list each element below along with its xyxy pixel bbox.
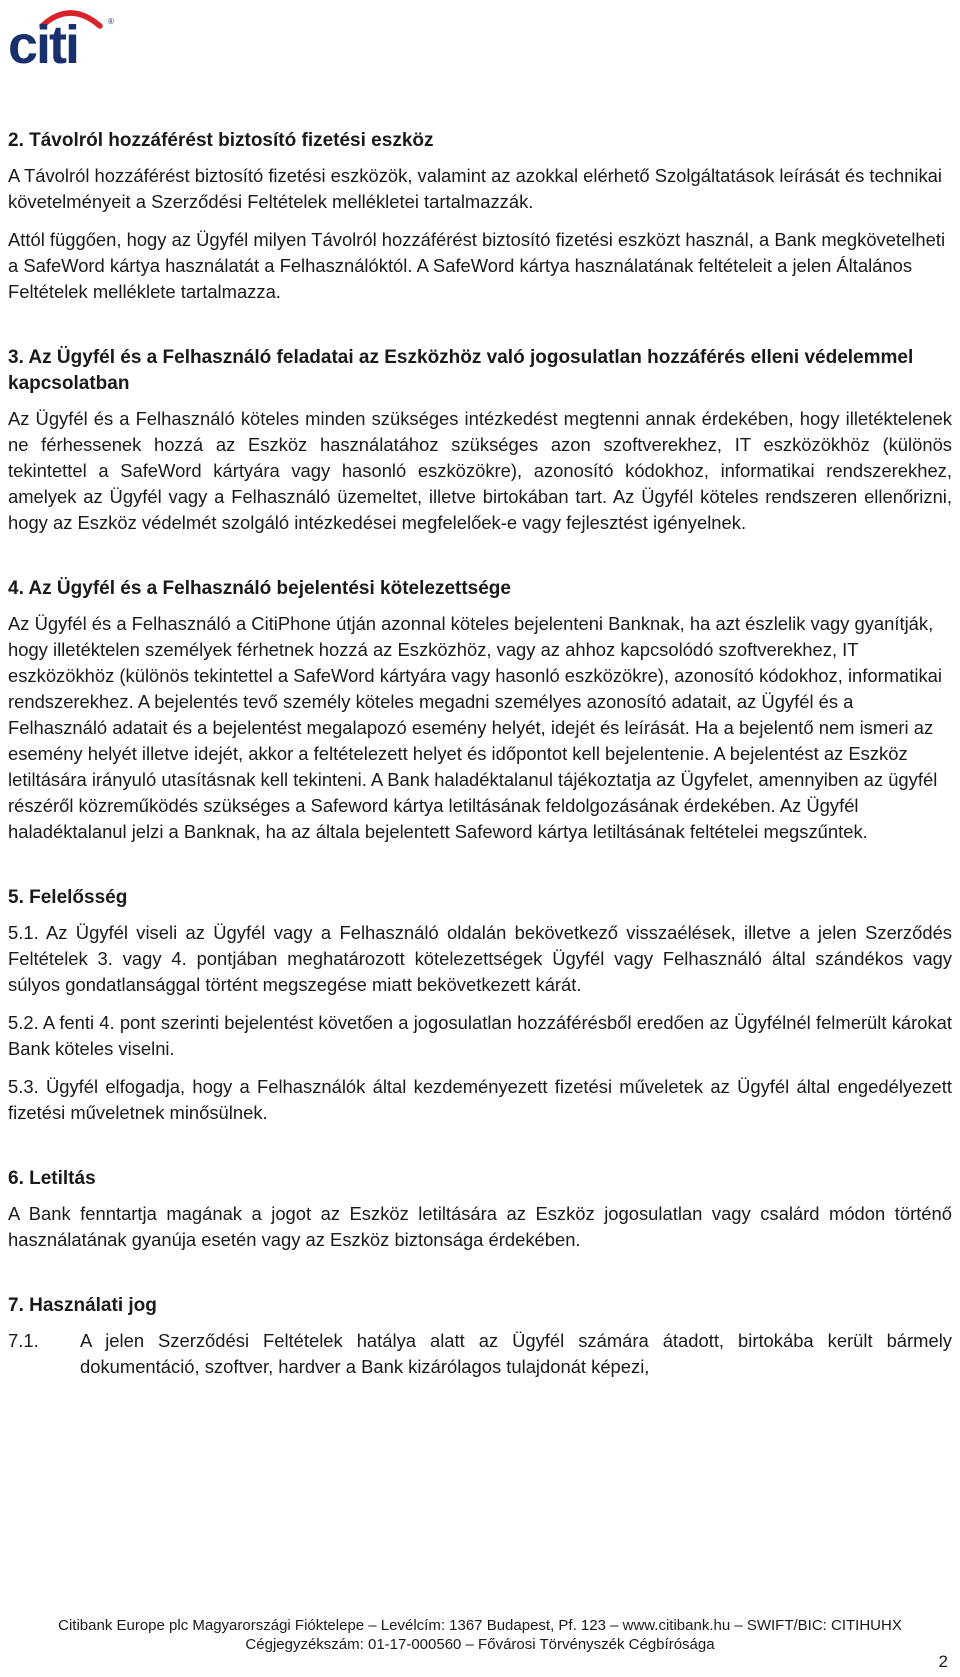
- citi-arc-logo-icon: [8, 6, 118, 68]
- footer-line-2: Cégjegyzékszám: 01-17-000560 – Fővárosi Törvényszék Cégbírósága: [245, 1636, 715, 1653]
- section-4-title: 4. Az Ügyfél és a Felhasználó bejelentési kötelezettsége: [8, 578, 511, 599]
- section-5-paragraph-1: 5.1. Az Ügyfél viseli az Ügyfél vagy a Felhasználó oldalán bekövetkező visszaélések, illetve a jelen Szerződés Feltételek 3. vagy 4. pontjában meghatározott kötelezettségek Ügyfél vagy Felhasználó által szándékos vagy súlyos gondatlansággal történt megszegése miatt bekövetkezett kárát.: [8, 922, 952, 995]
- citi-logo: [8, 6, 118, 68]
- section-3-title: 3. Az Ügyfél és a Felhasználó feladatai az Eszközhöz való jogosulatlan hozzáférés elleni védelemmel kapcsolatban: [8, 347, 914, 394]
- section-7-title: 7. Használati jog: [8, 1295, 157, 1316]
- page-number: 2: [938, 1652, 948, 1671]
- section-4-paragraph-1: Az Ügyfél és a Felhasználó a CitiPhone útján azonnal köteles bejelenteni Banknak, ha azt észlelik vagy gyanítják, hogy illetéktelen személyek férhetnek hozzá az Eszközhöz, vagy az ahhoz kapcsolódó szoftverekhez, IT eszközökhöz (különös tekintettel a SafeWord kártyára vagy hasonló eszközökre), azonosító kódokhoz, informatikai rendszerekhez. A bejelentés tevő személy köteles megadni személyes azonosító adatait, az Ügyfél és a Felhasználó adatait és a bejelentést megalapozó esemény helyét, idejét és leírását. Ha a bejelentő nem ismeri az esemény helyét illetve idejét, akkor a feltételezett helyet és időpontot kell bejelentenie. A bejelentést az Eszköz letiltására irányuló utasításnak kell tekinteni. A Bank haladéktalanul tájékoztatja az Ügyfelet, amennyiben az ügyfél részéről közreműködés szükséges a Safeword kártya letiltásának feldolgozásának érdekében. Az Ügyfél haladéktalanul jelzi a Banknak, ha az általa bejelentett Safeword kártya letiltásának feltételei megszűntek.: [8, 613, 942, 842]
- section-5-paragraph-2: 5.2. A fenti 4. pont szerinti bejelentést követően a jogosulatlan hozzáférésből eredően az Ügyfélnél felmerült károkat Bank köteles viselni.: [8, 1012, 952, 1059]
- section-7-item-text: A jelen Szerződési Feltételek hatálya alatt az Ügyfél számára átadott, birtokába került bármely dokumentáció, szoftver, hardver a Bank kizárólagos tulajdonát képezi,: [80, 1330, 952, 1377]
- section-3-paragraph-1: Az Ügyfél és a Felhasználó köteles minden szükséges intézkedést megtenni annak érdekében, hogy illetéktelenek ne férhessenek hozzá az Eszköz használatához szükséges azon szoftverekhez, IT eszközökhöz (különös tekintettel a SafeWord kártyára vagy hasonló eszközökre), azonosító kódokhoz, informatikai rendszerekhez, amelyek az Ügyfél vagy a Felhasználó üzemeltet, illetve birtokában tart. Az Ügyfél köteles rendszeren ellenőrizni, hogy az Eszköz védelmét szolgáló intézkedései megfelelőek-e vagy fejlesztést igényelnek.: [8, 408, 952, 533]
- section-7-item-number: 7.1.: [8, 1330, 39, 1351]
- page-footer: [0, 1616, 960, 1654]
- section-2-paragraph-1: A Távolról hozzáférést biztosító fizetési eszközök, valamint az azokkal elérhető Szolgáltatások leírását és technikai követelményeit a Szerződési Feltételek mellékletei tartalmazzák.: [8, 165, 942, 212]
- citi-wordmark: citi: [8, 15, 79, 68]
- section-5-paragraph-3: 5.3. Ügyfél elfogadja, hogy a Felhasználók által kezdeményezett fizetési műveletek az Ügyfél által engedélyezett fizetési műveletnek minősülnek.: [8, 1076, 952, 1123]
- document-body: [8, 128, 952, 1380]
- section-5-title: 5. Felelősség: [8, 887, 128, 908]
- section-6-paragraph-1: A Bank fenntartja magának a jogot az Eszköz letiltására az Eszköz jogosulatlan vagy csalárd módon történő használatának gyanúja esetén vagy az Eszköz biztonsága érdekében.: [8, 1203, 952, 1250]
- footer-line-1: Citibank Europe plc Magyarországi Fióktelepe – Levélcím: 1367 Budapest, Pf. 123 – www.citibank.hu – SWIFT/BIC: CITIHUHX: [58, 1617, 902, 1634]
- svg-text:®: ®: [108, 17, 114, 26]
- section-2-title: 2. Távolról hozzáférést biztosító fizetési eszköz: [8, 130, 434, 151]
- section-7-item-1: [8, 1328, 952, 1380]
- section-6-title: 6. Letiltás: [8, 1168, 96, 1189]
- section-2-paragraph-2: Attól függően, hogy az Ügyfél milyen Távolról hozzáférést biztosító fizetési eszközt használ, a Bank megkövetelheti a SafeWord kártya használatát a Felhasználóktól. A SafeWord kártya használatának feltételeit a jelen Általános Feltételek melléklete tartalmazza.: [8, 229, 946, 302]
